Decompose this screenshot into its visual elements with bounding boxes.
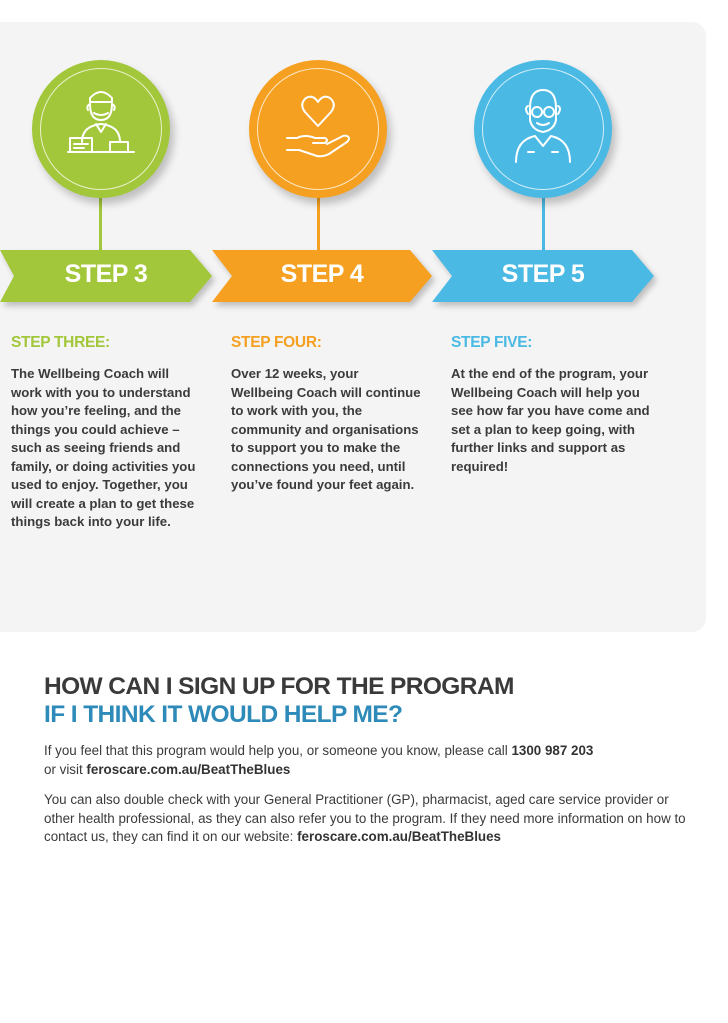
signup-title-line1: HOW CAN I SIGN UP FOR THE PROGRAM: [44, 673, 514, 700]
signup-paragraph-1: If you feel that this program would help you, or someone you know, please call 1300 987 203 or visit feroscare.com.au/BeatTheBlues: [44, 743, 594, 777]
step4-description: Over 12 weeks, your Wellbeing Coach will continue to work with you, the community and organisations to support you to make the connections you need, until you’ve found your feet again.: [231, 366, 421, 492]
step4-connector-line: [317, 190, 320, 250]
step3-column: [11, 334, 201, 532]
step5-arrow: [432, 250, 654, 302]
step5-arrow-label: STEP 5: [501, 260, 585, 288]
step5-heading: STEP FIVE:: [451, 334, 533, 351]
step3-arrow-label: STEP 3: [64, 260, 148, 288]
signup-paragraph-2: You can also double check with your General Practitioner (GP), pharmacist, aged care service provider or other health professional, as they can also refer you to the program. If they need more information on how to contact us, they can find it on our website: feroscare.com.au/BeatTheBlues: [44, 792, 686, 844]
step3-heading: STEP THREE:: [11, 334, 110, 351]
step3-arrow: [0, 250, 212, 302]
website-link-2[interactable]: feroscare.com.au/BeatTheBlues: [297, 829, 501, 844]
step5-connector-line: [542, 190, 545, 250]
signup-title-line2: IF I THINK IT WOULD HELP ME?: [44, 701, 403, 728]
signup-title: [44, 673, 514, 729]
phone-number[interactable]: 1300 987 203: [511, 743, 594, 758]
step3-description: The Wellbeing Coach will work with you to understand how you’re feeling, and the things you could achieve – such as seeing friends and family, or doing activities you used to enjoy. Together, you will create a plan to get these things back into your life.: [11, 366, 196, 529]
step5-column: [451, 334, 651, 476]
step4-heading: STEP FOUR:: [231, 334, 322, 351]
wellbeing-coach-icon: [66, 86, 136, 166]
step5-description: At the end of the program, your Wellbeing Coach will help you see how far you have come and set a plan to keep going, with further links and support as required!: [451, 366, 650, 474]
step3-connector-line: [99, 190, 102, 250]
step3-icon-circle: [32, 60, 170, 198]
website-link[interactable]: feroscare.com.au/BeatTheBlues: [86, 761, 291, 777]
elderly-man-icon: [508, 86, 578, 166]
heart-in-hand-icon: [283, 86, 353, 166]
step5-icon-circle: [474, 60, 612, 198]
step4-icon-circle: [249, 60, 387, 198]
step4-arrow-label: STEP 4: [280, 260, 364, 288]
step4-arrow: [212, 250, 432, 302]
step4-column: [231, 334, 421, 495]
